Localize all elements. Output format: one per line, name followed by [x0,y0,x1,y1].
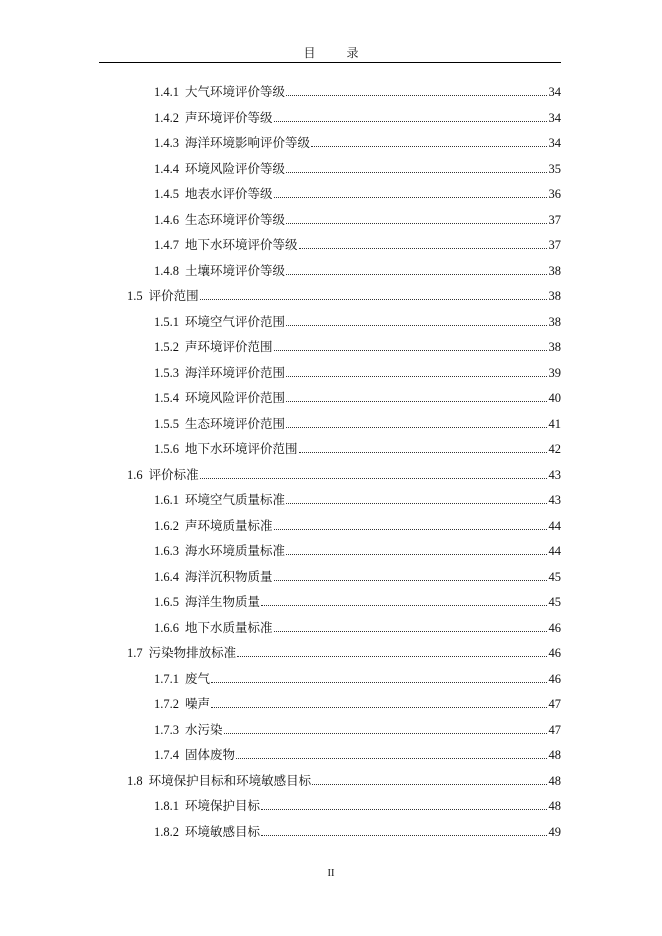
toc-entry-page: 46 [548,620,561,635]
toc-entry-page: 43 [548,467,561,482]
toc-entry-title: 评价范围 [148,289,199,303]
toc-entry-number: 1.7.1 [154,671,179,686]
toc-entry-title: 土壤环境评价等级 [185,263,286,278]
toc-entry-title: 生态环境评价范围 [185,416,286,431]
toc-entry-page: 34 [548,110,561,125]
toc-entry-number: 1.5.5 [154,416,179,431]
toc-entry-number: 1.4.2 [154,110,179,125]
toc-leader-dots [286,274,546,275]
toc-entry-page: 49 [548,824,561,839]
toc-entry-page: 48 [548,799,561,813]
toc-entry-page: 47 [548,697,561,711]
toc-leader-dots [286,95,546,96]
toc-entry[interactable] [154,561,561,585]
toc-entry-number: 1.7.3 [154,722,179,737]
toc-entry-page: 41 [548,416,561,431]
toc-entry-title: 声环境质量标准 [185,518,273,533]
toc-entry-number: 1.6 [127,467,143,482]
toc-entry-title: 环境风险评价范围 [185,391,286,405]
toc-entry[interactable] [154,688,561,712]
toc-entry-title: 噪声 [185,697,211,711]
toc-entry-number: 1.4.4 [154,161,179,176]
toc-entry[interactable] [154,357,561,381]
toc-entry-page: 45 [548,595,561,609]
toc-leader-dots [261,835,546,836]
toc-entry-title: 环境空气质量标准 [185,493,286,507]
toc-entry-number: 1.6.6 [154,620,179,635]
toc-entry[interactable] [154,714,561,738]
toc-leader-dots [237,656,546,657]
toc-entry-number: 1.8.1 [154,799,179,813]
toc-entry[interactable] [154,306,561,330]
toc-entry-page: 38 [548,314,561,329]
toc-leader-dots [274,580,547,581]
toc-entry[interactable] [154,408,561,432]
toc-entry[interactable] [154,102,561,126]
toc-leader-dots [312,784,546,785]
toc-entry-number: 1.5 [127,289,143,303]
toc-entry-page: 34 [548,136,561,150]
toc-entry[interactable] [154,127,561,151]
toc-entry-title: 环境风险评价等级 [185,161,286,176]
toc-entry-page: 38 [548,289,561,303]
toc-leader-dots [274,631,547,632]
toc-entry-number: 1.8.2 [154,824,179,839]
toc-entry-title: 废气 [185,671,211,686]
toc-entry-page: 36 [548,187,561,201]
toc-entry-title: 海洋环境评价范围 [185,365,286,380]
toc-leader-dots [299,452,547,453]
toc-entry-page: 35 [548,161,561,176]
toc-entry[interactable] [154,255,561,279]
toc-leader-dots [211,682,546,683]
toc-entry-title: 环境保护目标和环境敏感目标 [148,773,312,788]
toc-entry-page: 46 [548,646,561,660]
toc-leader-dots [211,707,546,708]
toc-entry-title: 固体废物 [185,748,236,762]
toc-leader-dots [286,376,546,377]
toc-entry-number: 1.8 [127,773,143,788]
toc-entry-title: 地下水环境评价等级 [185,238,298,252]
toc-entry-page: 38 [548,340,561,354]
toc-entry-number: 1.5.4 [154,391,179,405]
toc-entry-number: 1.5.1 [154,314,179,329]
toc-entry-number: 1.6.5 [154,595,179,609]
toc-entry[interactable] [154,229,561,253]
toc-entry-number: 1.4.7 [154,238,179,252]
toc-entry[interactable] [154,433,561,457]
toc-entry-page: 39 [548,365,561,380]
toc-leader-dots [299,248,547,249]
toc-entry-title: 水污染 [185,722,223,737]
toc-entry[interactable] [154,153,561,177]
toc-leader-dots [274,350,547,351]
toc-entry-title: 海水环境质量标准 [185,544,286,558]
toc-entry-page: 44 [548,544,561,558]
toc-entry-title: 海洋环境影响评价等级 [185,136,311,150]
toc-entry-number: 1.4.6 [154,212,179,227]
toc-leader-dots [286,503,546,504]
toc-entry-title: 评价标准 [148,467,199,482]
toc-leader-dots [236,758,546,759]
toc-entry-number: 1.5.2 [154,340,179,354]
toc-entry-title: 环境空气评价范围 [185,314,286,329]
toc-leader-dots [286,325,546,326]
toc-entry[interactable] [154,612,561,636]
toc-entry-number: 1.6.2 [154,518,179,533]
toc-leader-dots [286,401,546,402]
toc-entry-page: 45 [548,569,561,584]
toc-entry[interactable] [154,204,561,228]
toc-entry[interactable] [154,331,561,355]
toc-leader-dots [274,197,547,198]
page-number: II [327,868,335,879]
toc-entry-number: 1.6.3 [154,544,179,558]
toc-entry-number: 1.7 [127,646,143,660]
toc-entry-page: 34 [548,85,561,99]
toc-entry[interactable] [154,178,561,202]
toc-entry-title: 污染物排放标准 [148,646,237,660]
toc-entry-page: 38 [548,263,561,278]
toc-entry-number: 1.6.1 [154,493,179,507]
toc-entry-title: 海洋生物质量 [185,595,261,609]
toc-entry-title: 声环境评价范围 [185,340,273,354]
toc-entry-title: 环境保护目标 [185,799,261,813]
toc-entry[interactable] [154,535,561,559]
header-rule [99,62,561,63]
toc-entry-page: 42 [548,442,561,456]
toc-entry-page: 44 [548,518,561,533]
toc-entry[interactable] [154,663,561,687]
toc-entry-number: 1.6.4 [154,569,179,584]
toc-leader-dots [224,733,547,734]
toc-leader-dots [286,172,546,173]
toc-entry[interactable] [154,382,561,406]
toc-entry[interactable] [154,586,561,610]
toc-leader-dots [261,605,546,606]
toc-entry[interactable] [154,816,561,840]
toc-entry-page: 46 [548,671,561,686]
toc-leader-dots [311,146,546,147]
toc-entry-number: 1.5.3 [154,365,179,380]
toc-entry-title: 地下水质量标准 [185,620,273,635]
toc-entry-page: 37 [548,238,561,252]
toc-entry[interactable] [154,484,561,508]
toc-leader-dots [274,121,547,122]
toc-entry[interactable] [127,637,561,661]
toc-entry-number: 1.4.3 [154,136,179,150]
toc-entry-page: 43 [548,493,561,507]
toc-entry[interactable] [127,459,561,483]
toc-entry-page: 47 [548,722,561,737]
toc-entry-page: 37 [548,212,561,227]
toc-entry-number: 1.7.2 [154,697,179,711]
toc-entry-number: 1.5.6 [154,442,179,456]
toc-leader-dots [200,478,547,479]
toc-entry[interactable] [154,739,561,763]
toc-entry-title: 环境敏感目标 [185,824,261,839]
toc-entry-title: 生态环境评价等级 [185,212,286,227]
toc-entry-number: 1.4.5 [154,187,179,201]
toc-entry[interactable] [127,765,561,789]
toc-leader-dots [286,554,546,555]
toc-entry[interactable] [154,790,561,814]
toc-entry-page: 48 [548,748,561,762]
toc-leader-dots [200,299,547,300]
toc-entry-title: 海洋沉积物质量 [185,569,273,584]
toc-entry-number: 1.4.8 [154,263,179,278]
toc-leader-dots [274,529,547,530]
toc-leader-dots [286,427,546,428]
toc-leader-dots [261,809,546,810]
toc-entry-page: 40 [548,391,561,405]
toc-entry[interactable] [127,280,561,304]
toc-entry-title: 地表水评价等级 [185,187,273,201]
toc-entry-title: 地下水环境评价范围 [185,442,298,456]
toc-entry-number: 1.4.1 [154,85,179,99]
toc-entry-page: 48 [548,773,561,788]
toc-leader-dots [286,223,546,224]
toc-entry-title: 声环境评价等级 [185,110,273,125]
toc-entry-number: 1.7.4 [154,748,179,762]
toc-entry[interactable] [154,76,561,100]
toc-entry[interactable] [154,510,561,534]
toc-entry-title: 大气环境评价等级 [185,85,286,99]
header-title: 目 录 [303,46,373,60]
